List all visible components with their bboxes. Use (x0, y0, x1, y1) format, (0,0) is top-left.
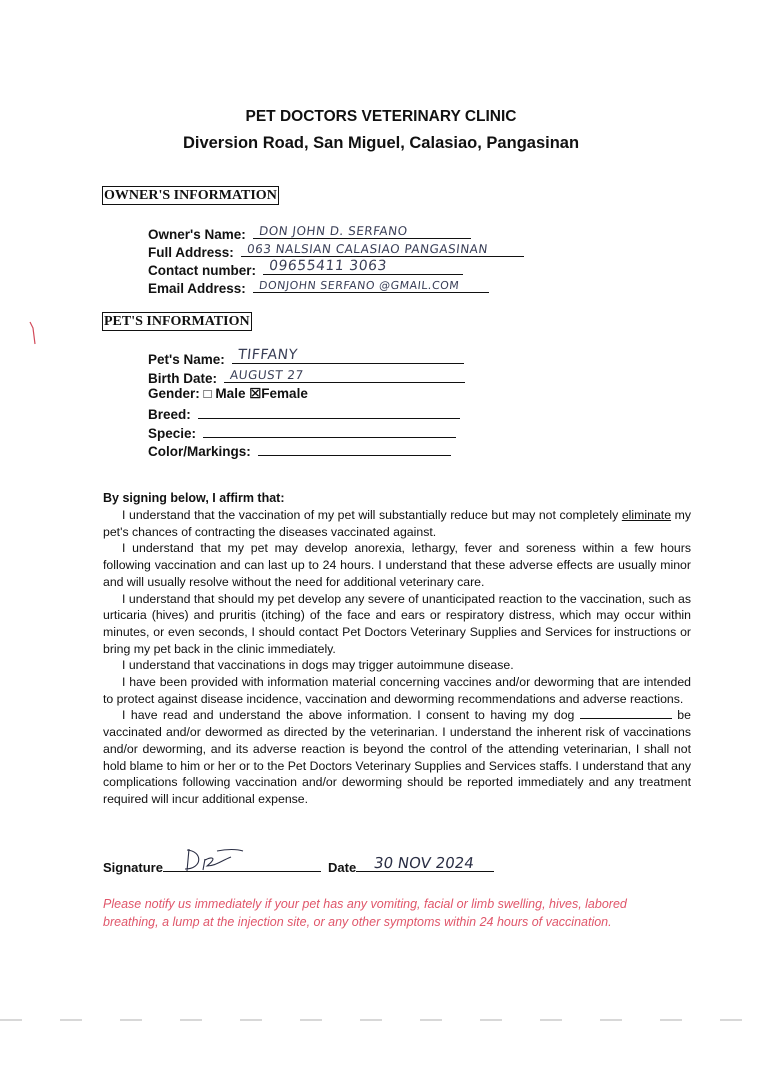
pet-section-title: PET'S INFORMATION (104, 314, 250, 329)
date-label: Date (328, 860, 357, 875)
affirm-paragraph-6: I have read and understand the above information. I consent to having my dog be vaccinated and/or dewormed as directed by the veterinarian. I understand the inherent risk of vaccinations and/or deworming, and its adverse reaction is beyond the control of the attending veterinarian, I shall not hold blame to him or her or to the Pet Doctors Veterinary Supplies and Services staffs. I understand that any complications following vaccination and/or deworming should be reported immediately and any treatment required will incur additional expense. (103, 708, 691, 806)
affirm-paragraph-3: I understand that should my pet develop any severe of unanticipated reaction to the vaccination, such as urticaria (hives) and pruritis (itching) of the face and ears or respiratory distress, which may occur within minutes, or even seconds, I should contact Pet Doctors Veterinary Supplies and Services for instructions or bring my pet back in the clinic immediately. (103, 591, 691, 656)
handwritten-signature (177, 845, 247, 875)
email-address-line[interactable] (253, 278, 489, 293)
affirm-title: By signing below, I affirm that: (103, 491, 285, 505)
owner-name-field (148, 224, 471, 242)
pet-name-line[interactable] (232, 349, 464, 364)
color-markings-line[interactable] (258, 441, 451, 456)
owner-name-label: Owner's Name: (148, 227, 246, 242)
breed-label: Breed: (148, 407, 191, 422)
breed-line[interactable] (198, 404, 460, 419)
breed-field (148, 404, 460, 422)
owner-name-line[interactable] (253, 224, 471, 239)
notice-text: Please notify us immediately if your pet has any vomiting, facial or limb swelling, hives, labored breathing, a lump at the injection site, or any other symptoms within 24 hours of vaccination. (103, 897, 627, 929)
birth-date-field (148, 368, 465, 386)
contact-number-value: 09655411 3063 (267, 258, 388, 274)
contact-number-field (148, 260, 463, 278)
birth-date-label: Birth Date: (148, 371, 218, 386)
contact-number-label: Contact number: (148, 263, 256, 278)
date-field (328, 854, 494, 875)
affirm-paragraph-1: I understand that the vaccination of my pet will substantially reduce but may not completely eliminate my pet's chances of contracting the diseases vaccinated against. (103, 508, 692, 539)
gender-options[interactable]: □ Male ☒Female (203, 386, 308, 401)
email-address-value: DONJOHN SERFANO @GMAIL.COM (257, 279, 460, 292)
affirm-paragraph-4: I understand that vaccinations in dogs may trigger autoimmune disease. (122, 658, 514, 673)
owner-name-value: DON JOHN D. SERFANO (257, 224, 408, 238)
pet-name-field (148, 349, 464, 367)
birth-date-line[interactable] (224, 368, 465, 383)
birth-date-value: AUGUST 27 (229, 368, 305, 382)
gender-label: Gender: (148, 386, 200, 401)
scan-edge-divider (0, 1019, 762, 1021)
full-address-label: Full Address: (148, 245, 234, 260)
full-address-line[interactable] (241, 242, 524, 257)
pet-name-label: Pet's Name: (148, 352, 225, 367)
owner-section-title: OWNER'S INFORMATION (104, 188, 277, 203)
red-pen-mark (28, 320, 38, 346)
pet-name-value: TIFFANY (236, 347, 298, 363)
clinic-address: Diversion Road, San Miguel, Calasiao, Pangasinan (182, 134, 580, 152)
email-address-field (148, 278, 489, 296)
specie-label: Specie: (148, 426, 197, 441)
full-address-value: 063 NALSIAN CALASIAO PANGASINAN (245, 242, 489, 256)
affirm-paragraph-2: I understand that my pet may develop anorexia, lethargy, fever and soreness within a few hours following vaccination and can last up to 24 hours. I understand that these adverse effects are usually minor and will usually resolve without the need for additional veterinary care. (103, 541, 691, 589)
specie-field (148, 423, 456, 441)
gender-field (148, 386, 308, 402)
color-markings-label: Color/Markings: (148, 444, 251, 459)
clinic-name: PET DOCTORS VETERINARY CLINIC (245, 108, 517, 125)
date-line[interactable] (356, 854, 494, 872)
signature-field (103, 858, 321, 875)
contact-number-line[interactable] (263, 260, 463, 275)
specie-line[interactable] (203, 423, 456, 438)
affirm-paragraph-5: I have been provided with information material concerning vaccines and/or deworming that are intended to protect against disease incidence, vaccination and deworming recommendations and adverse reactions. (103, 675, 691, 706)
signature-label: Signature (103, 860, 163, 875)
affirmation-text (103, 507, 691, 808)
date-value: 30 NOV 2024 (372, 854, 476, 872)
color-markings-field (148, 441, 451, 459)
dog-name-blank[interactable] (580, 707, 672, 719)
signature-line[interactable] (163, 858, 321, 872)
email-address-label: Email Address: (148, 281, 246, 296)
